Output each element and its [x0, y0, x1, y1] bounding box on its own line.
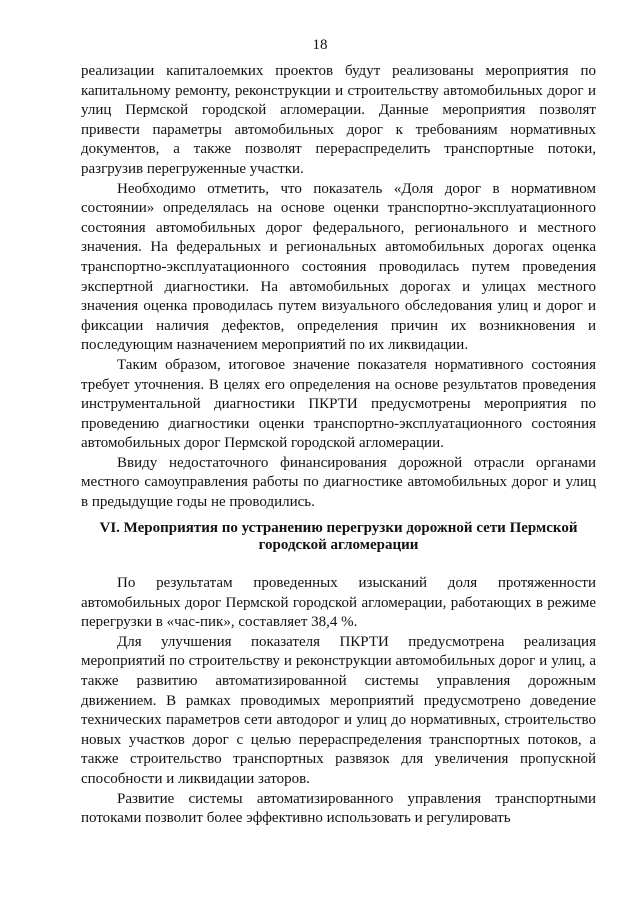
paragraph: По результатам проведенных изысканий доля протяженности автомобильных дорог Пермской городской агломерации, работающих в режиме перегрузки в «час-пик», составляет 38,4 %. [81, 575, 596, 631]
page-number: 18 [312, 37, 328, 53]
body-text-top [81, 62, 596, 513]
paragraph: реализации капиталоемких проектов будут реализованы мероприятия по капитальному ремонту, реконструкции и строительству автомобильных дорог и улиц Пермской городской агломерации. Данные мероприятия позволят привести параметры автомобильных дорог к требованиям нормативных документов, а также позволят перераспределить транспортные потоки, разгрузив перегруженные участки. [81, 63, 596, 177]
body-text-bottom [81, 574, 596, 829]
paragraph: Необходимо отметить, что показатель «Доля дорог в нормативном состоянии» определялась на основе оценки транспортно-эксплуатационного состояния автомобильных дорог федерального, регионального и местного значения. На федеральных и региональных автомобильных дорогах оценка транспортно-эксплуатационного состояния проводилась путем проведения экспертной диагностики. На автомобильных дорогах и улицах местного значения оценка проводилась путем визуального обследования улиц и дорог и фиксации наличия дефектов, определения причин их возникновения и последующим назначением мероприятий по их ликвидации. [81, 180, 596, 354]
paragraph: Ввиду недостаточного финансирования дорожной отрасли органами местного самоуправления работы по диагностике автомобильных дорог и улиц в предыдущие годы не проводились. [81, 454, 596, 511]
paragraph: Развитие системы автоматизированного управления транспортными потоками позволит более эффективно использовать и регулировать [81, 790, 596, 827]
paragraph: Таким образом, итоговое значение показателя нормативного состояния требует уточнения. В целях его определения на основе результатов проведения инструментальной диагностики ПКРТИ предусмотрены мероприятия по проведению диагностики оценки транспортно-эксплуатационного состояния автомобильных дорог Пермской городской агломерации. [81, 356, 596, 452]
paragraph: Для улучшения показателя ПКРТИ предусмотрена реализация мероприятий по строительству и реконструкции автомобильных дорог и улиц, а также развитию автоматизированной системы управления дорожным движением. В рамках проводимых мероприятий предусмотрено доведение технических параметров сети автодорог и улиц до нормативных, строительство новых участков дорог с целью перераспределения транспортных потоков, а также строительство транспортных развязок для увеличения пропускной способности и ликвидации заторов. [81, 633, 596, 787]
section-heading-line: городской агломерации [258, 537, 419, 553]
section-heading-line: VI. Мероприятия по устранению перегрузки дорожной сети Пермской [99, 520, 578, 536]
section-heading [81, 520, 596, 554]
